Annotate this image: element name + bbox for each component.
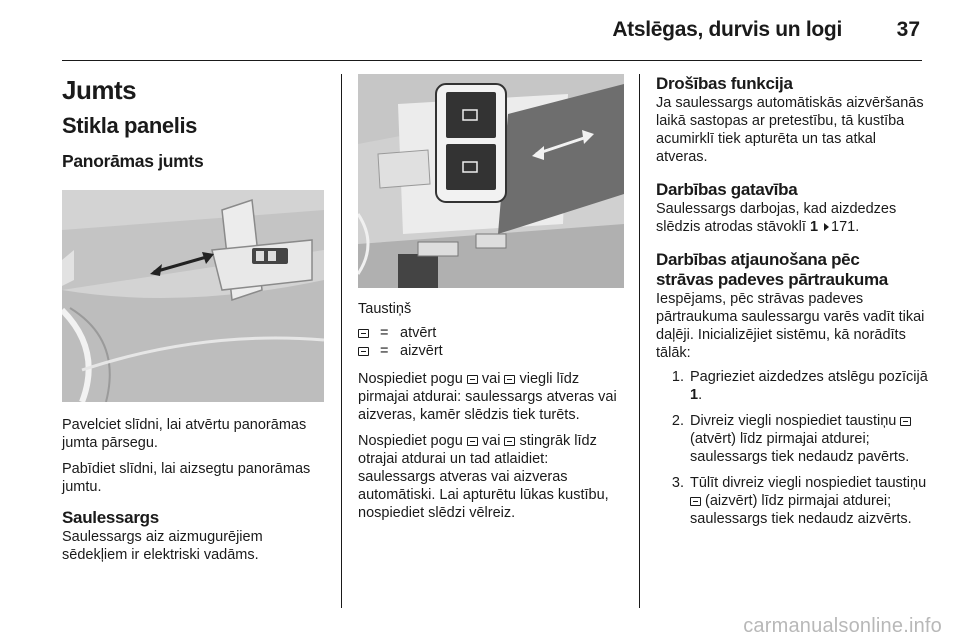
section-title: Jumts xyxy=(62,75,137,105)
header-rule xyxy=(62,60,922,61)
column-right xyxy=(656,74,928,536)
sunshade-open-icon xyxy=(467,375,478,384)
key-legend xyxy=(358,324,624,360)
key-close-text: aizvērt xyxy=(400,343,443,359)
roof-slider-illustration xyxy=(62,190,324,402)
list-item: 2. Divreiz viegli nospiediet taustiņu (atvērt) līdz pirmajai atdurei; saulessargs tiek nedaudz pavērts. xyxy=(656,412,928,466)
key-open-text: atvērt xyxy=(400,325,437,341)
readiness-heading: Darbības gatavība xyxy=(656,180,798,199)
sunshade-heading: Saulessargs xyxy=(62,508,159,527)
list-item: 3. Tūlīt divreiz viegli nospiediet taustiņu (aizvērt) līdz pirmajai atdurei; saulessargs tiek nedaudz aizvērts. xyxy=(671,475,927,527)
page-number: 37 xyxy=(896,18,920,41)
topic-title: Panorāmas jumts xyxy=(62,151,204,171)
watermark: carmanualsonline.info xyxy=(743,615,942,637)
subsection-title: Stikla panelis xyxy=(62,113,198,138)
init-steps-list xyxy=(656,368,928,528)
column-middle xyxy=(358,74,624,522)
restore-heading-line1: Darbības atjaunošana pēc xyxy=(656,250,860,269)
column-divider-1 xyxy=(341,74,342,608)
column-divider-2 xyxy=(639,74,640,608)
restore-heading-line2: strāvas padeves pārtraukuma xyxy=(656,270,888,289)
sunshade-close-icon xyxy=(358,347,369,356)
sunshade-switch-illustration xyxy=(358,74,624,288)
chapter-title: Atslēgas, durvis un logi xyxy=(612,18,842,41)
sunshade-open-icon xyxy=(900,417,911,426)
page-reference-icon xyxy=(824,223,829,231)
sunshade-close-icon xyxy=(504,375,515,384)
switch-illustration xyxy=(358,74,624,288)
panorama-roof-illustration xyxy=(62,190,324,402)
paragraph-safety: Ja saulessargs automātiskās aizvēršanās laikā sastopas ar pretestību, tā kustība acumirklī tiek apturēta un tas atkal atveras. xyxy=(656,95,924,165)
column-left xyxy=(62,74,326,564)
paragraph-sunshade: Saulessargs aiz aizmugurējiem sēdekļiem ir elektriski vadāms. xyxy=(62,529,263,563)
paragraph-restore: Iespējams, pēc strāvas padeves pārtraukuma saulessargu varēs vadīt tikai daļēji. Inicializējiet sistēmu, kā norādīts tālāk: xyxy=(656,291,925,361)
safety-heading: Drošības funkcija xyxy=(656,74,793,93)
key-row-close: = aizvērt xyxy=(358,342,624,360)
sunshade-close-icon xyxy=(504,437,515,446)
paragraph-close-slider: Pabīdiet slīdni, lai aizsegtu panorāmas jumtu. xyxy=(62,461,311,495)
paragraph-press-lightly: Nospiediet pogu vai viegli līdz pirmajai atdurai: saulessargs atveras vai aizveras, kamēr slēdzis tiek turēts. xyxy=(358,371,617,423)
list-item: 1. Pagrieziet aizdedzes atslēgu pozīcijā 1. xyxy=(671,369,928,403)
sunshade-close-icon xyxy=(690,497,701,506)
key-label: Taustiņš xyxy=(358,301,412,317)
sunshade-open-icon xyxy=(467,437,478,446)
paragraph-open-slider: Pavelciet slīdni, lai atvērtu panorāmas jumta pārsegu. xyxy=(62,417,307,451)
paragraph-readiness: Saulessargs darbojas, kad aizdedzes slēdzis atrodas stāvoklī 1 171. xyxy=(656,201,897,235)
page-header xyxy=(0,0,960,60)
paragraph-press-firmly: Nospiediet pogu vai stingrāk līdz otrajai atdurai un tad atlaidiet: saulessargs atveras vai aizveras automātiski. Lai apturētu lūkas kustību, nospiediet slēdzi vēlreiz. xyxy=(358,433,609,521)
key-row-open: = atvērt xyxy=(358,324,624,342)
sunshade-open-icon xyxy=(358,329,369,338)
